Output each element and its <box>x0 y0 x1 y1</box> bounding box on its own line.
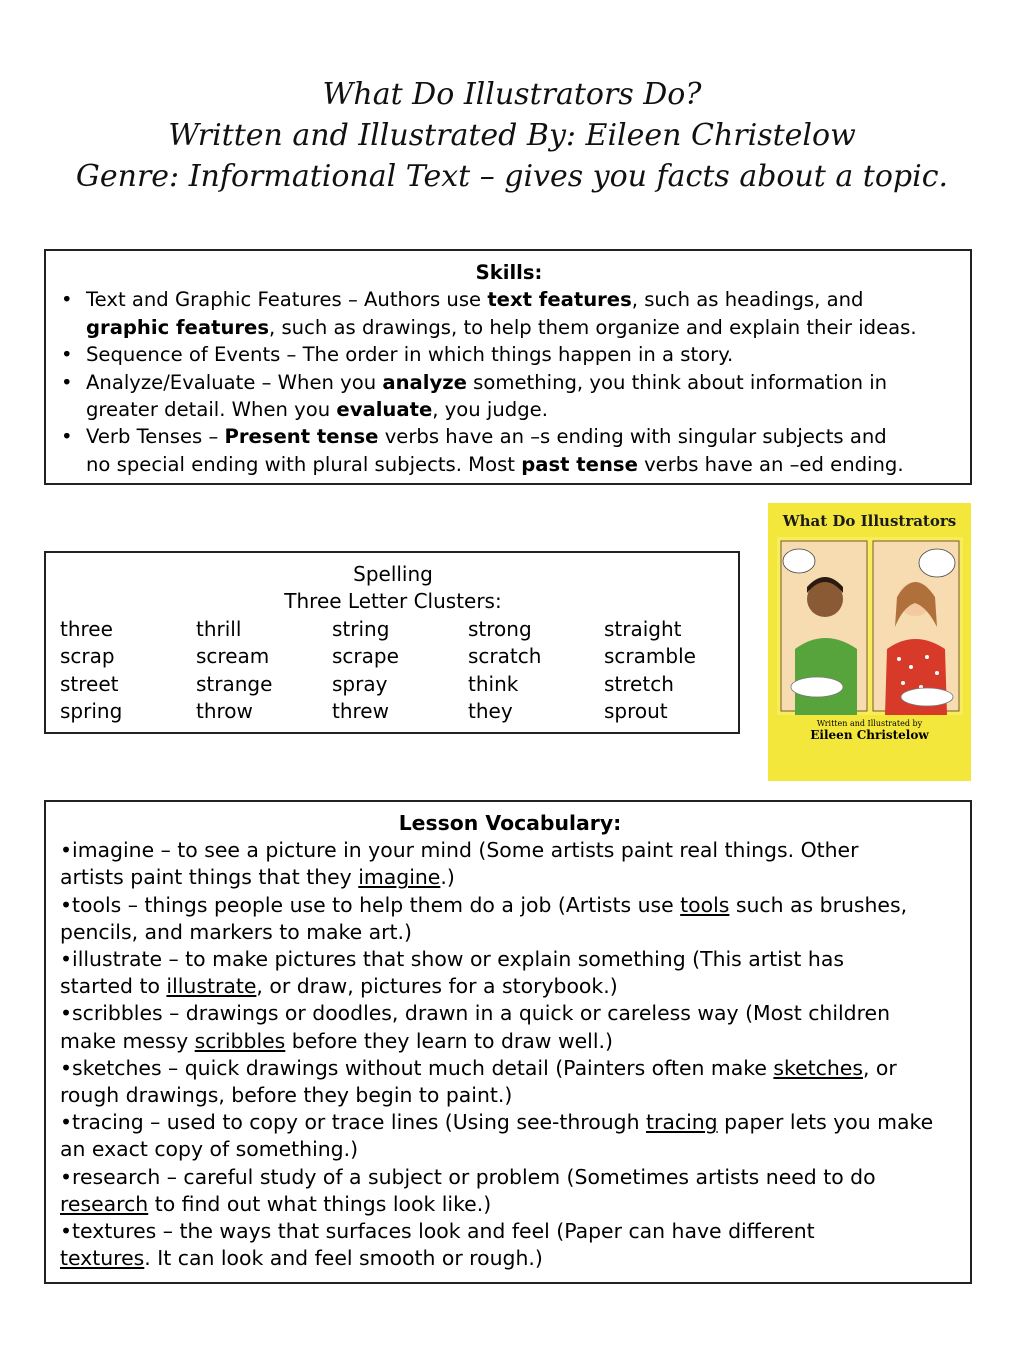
spelling-title: Spelling <box>353 562 433 586</box>
spelling-word: street <box>60 671 119 696</box>
book-cover <box>768 503 971 781</box>
spelling-word: string <box>332 616 390 641</box>
skill-term: graphic features <box>86 315 270 339</box>
skill-item <box>58 286 960 341</box>
book-author: Written and Illustrated By: Eileen Christelow <box>168 118 856 153</box>
cover-illustration <box>777 537 963 715</box>
spelling-word: straight <box>604 616 682 641</box>
skill-line <box>86 423 960 450</box>
vocabulary-line <box>60 1055 960 1082</box>
vocabulary-line <box>60 1191 960 1218</box>
vocabulary-line <box>60 837 960 864</box>
vocabulary-line <box>60 919 960 946</box>
spelling-word: scream <box>196 644 270 669</box>
skill-text: verbs have an –ed ending. <box>637 452 904 476</box>
vocabulary-line <box>60 1245 960 1272</box>
vocabulary-line <box>60 892 960 919</box>
spelling-word: threw <box>332 699 389 724</box>
spelling-word: scramble <box>604 644 696 669</box>
skill-line <box>86 314 960 341</box>
vocabulary-line <box>60 1082 960 1109</box>
vocabulary-line <box>60 973 960 1000</box>
vocabulary-text: •tracing – used to copy or trace lines (Using see-through <box>60 1110 646 1135</box>
book-genre: Genre: Informational Text – gives you facts about a topic. <box>75 159 949 194</box>
cover-title: What Do Illustrators <box>782 512 957 530</box>
spelling-word-grid <box>60 616 726 726</box>
vocabulary-list <box>60 837 960 1272</box>
skill-term: analyze <box>382 370 467 394</box>
vocabulary-text: . It can look and feel smooth or rough.) <box>144 1246 543 1271</box>
skills-title: Skills: <box>475 261 543 284</box>
skill-text: no special ending with plural subjects. Most <box>86 452 522 476</box>
book-title: What Do Illustrators Do? <box>322 77 702 112</box>
skill-text: Text and Graphic Features – Authors use <box>86 288 488 312</box>
vocabulary-example-word: textures <box>60 1246 145 1271</box>
skill-line <box>86 451 960 478</box>
spelling-word: thrill <box>196 616 242 641</box>
vocabulary-text: •textures – the ways that surfaces look and feel (Paper can have different <box>60 1219 815 1244</box>
vocabulary-text: before they learn to draw well.) <box>285 1028 613 1053</box>
vocabulary-text: , or <box>862 1055 897 1080</box>
skills-list <box>58 286 960 478</box>
spelling-word: scrap <box>60 644 115 669</box>
vocabulary-text: an exact copy of something.) <box>60 1137 359 1162</box>
spelling-word: scrape <box>332 644 399 669</box>
vocabulary-box <box>44 800 972 1284</box>
skill-text: Sequence of Events – The order in which things happen in a story. <box>86 343 734 367</box>
skill-text: verbs have an –s ending with singular subjects and <box>378 425 887 449</box>
vocabulary-text: such as brushes, <box>729 892 908 917</box>
vocabulary-example-word: illustrate <box>166 974 257 999</box>
vocabulary-text: •scribbles – drawings or doodles, drawn in a quick or careless way (Most children <box>60 1001 891 1026</box>
cover-credit: Written and Illustrated by <box>816 719 923 728</box>
vocabulary-title: Lesson Vocabulary: <box>398 811 622 835</box>
skill-term: Present tense <box>224 425 379 449</box>
spelling-word: strong <box>468 616 532 641</box>
skill-text: Verb Tenses – <box>86 425 225 449</box>
spelling-word: throw <box>196 699 253 724</box>
skill-item <box>58 341 960 368</box>
vocabulary-example-word: scribbles <box>194 1028 286 1053</box>
skill-line <box>86 369 960 396</box>
vocabulary-line <box>60 1218 960 1245</box>
vocabulary-text: , or draw, pictures for a storybook.) <box>256 974 618 999</box>
skill-text: , you judge. <box>432 398 548 422</box>
skill-term: text features <box>487 288 632 312</box>
skill-term: past tense <box>521 452 638 476</box>
vocabulary-text: •imagine – to see a picture in your mind (Some artists paint real things. Other <box>60 838 859 863</box>
vocabulary-line <box>60 1028 960 1055</box>
vocabulary-text: •tools – things people use to help them do a job (Artists use <box>60 892 681 917</box>
spelling-box <box>44 551 740 734</box>
spelling-word: three <box>60 616 113 641</box>
spelling-word: strange <box>196 671 273 696</box>
skill-item <box>58 369 960 424</box>
vocabulary-text: .) <box>440 865 455 890</box>
skill-text: , such as headings, and <box>631 288 864 312</box>
spelling-word: think <box>468 671 519 696</box>
spelling-word: spray <box>332 671 388 696</box>
skill-text: , such as drawings, to help them organize and explain their ideas. <box>269 315 917 339</box>
vocabulary-text: artists paint things that they <box>60 865 359 890</box>
vocabulary-line <box>60 1164 960 1191</box>
vocabulary-text: paper lets you make <box>717 1110 934 1135</box>
vocabulary-line <box>60 1000 960 1027</box>
spelling-word: sprout <box>604 699 668 724</box>
vocabulary-text: to find out what things look like.) <box>148 1191 492 1216</box>
spelling-word: stretch <box>604 671 674 696</box>
skill-line <box>86 286 960 313</box>
vocabulary-example-word: tracing <box>646 1110 718 1135</box>
skill-line <box>86 341 960 368</box>
skill-text: something, you think about information in <box>466 370 888 394</box>
spelling-subtitle: Three Letter Clusters: <box>284 589 502 614</box>
skill-text: Analyze/Evaluate – When you <box>86 370 383 394</box>
vocabulary-example-word: tools <box>680 892 730 917</box>
vocabulary-example-word: research <box>60 1191 149 1216</box>
skill-item <box>58 423 960 478</box>
skill-line <box>86 396 960 423</box>
spelling-word: they <box>468 699 513 724</box>
spelling-word: spring <box>60 699 123 724</box>
vocabulary-text: make messy <box>60 1028 195 1053</box>
vocabulary-example-word: imagine <box>358 865 441 890</box>
vocabulary-line <box>60 864 960 891</box>
skill-term: evaluate <box>336 398 433 422</box>
vocabulary-text: •sketches – quick drawings without much detail (Painters often make <box>60 1055 774 1080</box>
vocabulary-line <box>60 946 960 973</box>
vocabulary-example-word: sketches <box>773 1055 863 1080</box>
vocabulary-line <box>60 1109 960 1136</box>
cover-author: Eileen Christelow <box>810 728 929 742</box>
vocabulary-text: pencils, and markers to make art.) <box>60 919 412 944</box>
vocabulary-text: started to <box>60 974 167 999</box>
vocabulary-line <box>60 1136 960 1163</box>
spelling-word: scratch <box>468 644 542 669</box>
vocabulary-text: •illustrate – to make pictures that show or explain something (This artist has <box>60 947 844 972</box>
vocabulary-text: rough drawings, before they begin to paint.) <box>60 1083 513 1108</box>
vocabulary-text: •research – careful study of a subject or problem (Sometimes artists need to do <box>60 1164 876 1189</box>
skills-box <box>44 249 972 485</box>
page-header <box>0 74 1024 197</box>
skill-text: greater detail. When you <box>86 398 337 422</box>
